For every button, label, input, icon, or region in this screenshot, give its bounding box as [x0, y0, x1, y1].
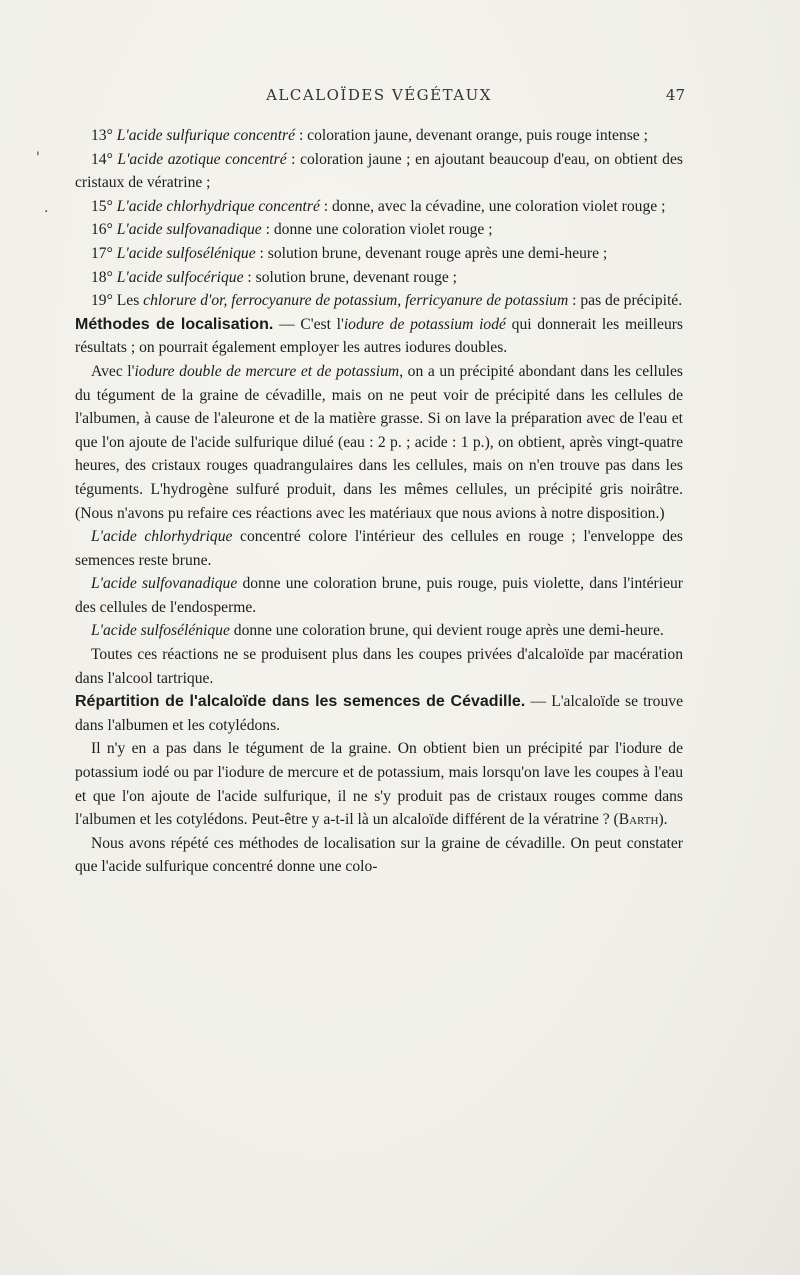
reaction-item: 14° L'acide azotique concentré : coloration jaune ; en ajoutant beaucoup d'eau, on obtient des cristaux de vératrine ;	[75, 150, 683, 192]
reaction-item: 19° Les chlorure d'or, ferrocyanure de potassium, ferricyanure de potassium : pas de précipité.	[91, 292, 683, 310]
reaction-item: 17° L'acide sulfosélénique : solution brune, devenant rouge après une demi-heure ;	[91, 244, 608, 262]
paragraph: Avec l'iodure double de mercure et de potassium, on a un précipité abondant dans les cellules du tégument de la graine de cévadille, mais on ne peut voir de précipité dans les cellules de l'albumen, à cause de l'aleurone et de la matière grasse. Si on lave la préparation avec de l'eau et que l'on ajoute de l'acide sulfurique dilué (eau : 2 p. ; acide : 1 p.), on obtient, après vingt-quatre heures, des cristaux rouges quadrangulaires dans les cellules, mais on n'en trouve pas dans les téguments. L'hydrogène sulfuré produit, dans les mêmes cellules, un précipité gris noirâtre. (Nous n'avons pu refaire ces réactions avec les matériaux que nous avions à notre disposition.)	[75, 362, 683, 522]
reaction-item: 18° L'acide sulfocérique : solution brune, devenant rouge ;	[91, 268, 458, 286]
reaction-item: 15° L'acide chlorhydrique concentré : donne, avec la cévadine, une coloration violet rouge ;	[91, 197, 666, 215]
running-header	[75, 86, 683, 104]
margin-mark: .	[44, 200, 49, 216]
paragraph: L'acide chlorhydrique concentré colore l'intérieur des cellules en rouge ; l'enveloppe des semences reste brune.	[75, 528, 683, 569]
body-text	[75, 124, 683, 879]
section-heading: Répartition de l'alcaloïde dans les semences de Cévadille.	[75, 693, 526, 711]
paragraph: Il n'y en a pas dans le tégument de la graine. On obtient bien un précipité par l'iodure de potassium iodé ou par l'iodure de mercure et de potassium, mais lorsqu'on lave les coupes à l'eau et que l'on ajoute de l'acide sulfurique, il ne s'y produit pas de cristaux rouges comme dans l'albumen et les cotylédons. Peut-être y a-t-il là un alcaloïde différent de la vératrine ? (Barth).	[75, 740, 683, 829]
section-heading: Méthodes de localisation.	[75, 315, 274, 333]
reaction-item: 16° L'acide sulfovanadique : donne une coloration violet rouge ;	[91, 221, 493, 239]
section-methods: Méthodes de localisation. — C'est l'iodure de potassium iodé qui donnerait les meilleurs résultats ; on pourrait également employer les autres iodures doubles.	[75, 315, 683, 357]
reaction-item: 13° L'acide sulfurique concentré : coloration jaune, devenant orange, puis rouge intense ;	[91, 127, 648, 144]
paragraph: Nous avons répété ces méthodes de localisation sur la graine de cévadille. On peut constater que l'acide sulfurique concentré donne une colo-	[75, 834, 683, 876]
margin-mark: '	[36, 150, 40, 166]
page-number: 47	[665, 86, 685, 104]
header-title: ALCALOÏDES VÉGÉTAUX	[266, 86, 492, 104]
section-repartition: Répartition de l'alcaloïde dans les semences de Cévadille. — L'alcaloïde se trouve dans l'albumen et les cotylédons.	[75, 693, 683, 734]
author-name: Barth	[618, 811, 659, 829]
paragraph: L'acide sulfovanadique donne une coloration brune, puis rouge, puis violette, dans l'intérieur des cellules de l'endosperme.	[75, 575, 683, 616]
paragraph: L'acide sulfosélénique donne une coloration brune, qui devient rouge après une demi-heure.	[91, 622, 664, 640]
paragraph: Toutes ces réactions ne se produisent plus dans les coupes privées d'alcaloïde par macération dans l'alcool tartrique.	[75, 646, 683, 687]
